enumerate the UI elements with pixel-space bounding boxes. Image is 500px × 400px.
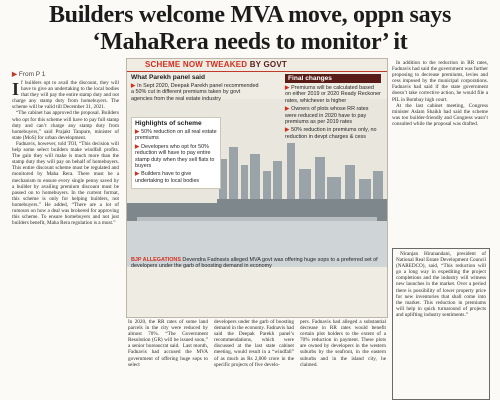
highlight-bullet — [135, 171, 217, 184]
paragraph: “The cabinet has approved the proposal. Builders who opt for this scheme will have to pay full stamp duty and can’t charge any stamp duty from homebuyers,” said Prajakt Tanpure, minister of state (MoS) for urban development. — [12, 110, 119, 141]
arrow-icon: ▶ — [135, 143, 140, 150]
highlights-panel — [131, 117, 221, 189]
continued-from-label: ▶ From P 1 — [12, 71, 46, 78]
arrow-icon: ▶ — [285, 106, 290, 113]
caption-text: Devendra Fadnavis alleged MVA govt was offering huge sops to a preferred set of developers under the garb of boosting demand in economy — [131, 257, 378, 270]
drop-cap: I — [12, 79, 20, 99]
bullet-text: 50% reduction on all real estate premiums — [135, 129, 217, 142]
article-column-4 — [392, 60, 488, 127]
bullet-text: In Sept 2020, Deepak Parekh panel recommended a 50% cut in different premiums taken by govt agencies from the real estate industry — [131, 83, 259, 102]
final-change-bullet — [285, 85, 381, 104]
bullet-text: 50% reduction in premiums only, no reduction in devpt charges & cess — [285, 127, 377, 140]
article-bottom-column-2: developers under the garb of boosting demand in the economy. Fadnavis had said the Deepak Parekh panel’s recommendations, which were discussed at the last state cabinet meeting, would result in a “windfall” of as much as Rs 2,000 crore in the specific projects of five develo- — [214, 319, 294, 368]
final-changes-label: Final changes — [285, 74, 381, 83]
quote-text — [396, 251, 486, 318]
caption-lead: BJP ALLEGATIONS — [131, 257, 181, 263]
final-change-bullet — [285, 127, 381, 140]
title-part-b: TWEAKED — [205, 60, 248, 69]
infobox-header — [127, 59, 387, 71]
highlights-label: Highlights of scheme — [135, 120, 202, 127]
paragraph: Fadnavis, however, told TOI, “This decision will help some select builders make windfall profits. The gain they will make is much more than the stamp duty they will pay on behalf of homebuyers. This entire discount scheme must be regulated and monitored by Maha Rera. There must be a mechanism to ensure every single penny saved by a builder by availing premium discount must be passed on to homebuyers. In the current format, this scheme is only for helping builders, not homebuyers.” He added, “There are a lot of rumours on how a deal was brokered for approving this scheme. To ensure homebuyers and not just builders benefit, Maha Rera regulation is a must.” — [12, 140, 119, 227]
arrow-icon: ▶ — [131, 83, 136, 89]
paragraph: Niranjan Hiranandani, president of National Real Estate Development Council (NAREDCO), said, “This reduction will go a long way in expediting the project completions and the industry will witness new launches in the market. Over a period there is possibility of lower property price for new inventories that shall come into the market. This reduction in premiums will help in quick turnaround of projects and uplifting industry sentiments.” — [396, 251, 486, 318]
final-change-bullet — [285, 106, 381, 125]
article-column-1 — [12, 80, 119, 226]
bullet-text: Premiums will be calculated based on either 2019 or 2020 Ready Reckoner rates, whichever is higher — [285, 85, 381, 104]
parekh-panel-label: What Parekh panel said — [131, 74, 206, 81]
headline: Builders welcome MVA move, oppn says ‘MahaRera needs to monitor’ it — [48, 2, 452, 55]
article-bottom-column-3: pers. Fadnavis had alleged a substantial decrease in RR rates would benefit certain plot holders to the extent of a 70% reduction in payment. These plots are owned by developers in the western suburbs by the seafront, in the eastern suburbs and in the island city, he claimed. — [300, 319, 386, 368]
highlight-bullet — [135, 129, 217, 142]
arrow-icon: ▶ — [285, 127, 290, 134]
bullet-text: Builders have to give undertaking to local bodies — [135, 171, 200, 184]
final-changes-section — [285, 74, 381, 142]
title-part-c: BY GOVT — [247, 60, 287, 69]
parekh-panel-section — [131, 74, 259, 104]
paragraph: In addition to the reduction in RR rates, Fadnavis had said the government was further proposing to decrease premiums, levies and cess imposed by the municipal corporations. Fadnavis had said if the state government doesn’t take corrective action, he would file a PIL in Bombay high court. — [392, 60, 488, 103]
article-bottom-column-1: In 2020, the RR rates of some land parcels in the city were reduced by almost 70%. “The Government Resolution (GR) will be issued soon,” a senior bureaucrat said. Last month, Fadnavis had accused the MVA government of offering huge sops to select — [128, 319, 208, 368]
arrow-icon: ▶ — [285, 85, 290, 91]
bullet-text: Developers who opt for 50% reduction will have to pay entire stamp duty when they sell flats to buyers — [135, 143, 215, 170]
arrow-icon: ▶ — [135, 171, 140, 178]
arrow-icon: ▶ — [135, 129, 140, 135]
title-part-a: SCHEME NOW — [145, 60, 206, 69]
paragraph: f builders opt to avail the discount, they will have to give an undertaking to the local bodies that they will pay the entire stamp duty and not charge any stamp duty from homebuyers. The scheme will be valid till December 31, 2021. — [12, 80, 119, 111]
infobox-title — [145, 60, 287, 69]
bullet-text: Owners of plots whose RR rates were reduced in 2020 have to pay premiums as per 2019 rates — [285, 106, 369, 126]
header-divider — [127, 71, 387, 72]
quote-box — [392, 248, 490, 400]
from-text: From P 1 — [18, 71, 46, 78]
photo-caption — [131, 257, 383, 270]
scheme-infobox — [126, 58, 388, 318]
parekh-bullet — [131, 83, 259, 102]
highlight-bullet — [135, 144, 217, 170]
paragraph: At the last cabinet meeting, Congress minister Aslam Shaikh had said the scheme was too builder-friendly and Congress wasn’t consulted while the proposal was drafted. — [392, 102, 488, 127]
